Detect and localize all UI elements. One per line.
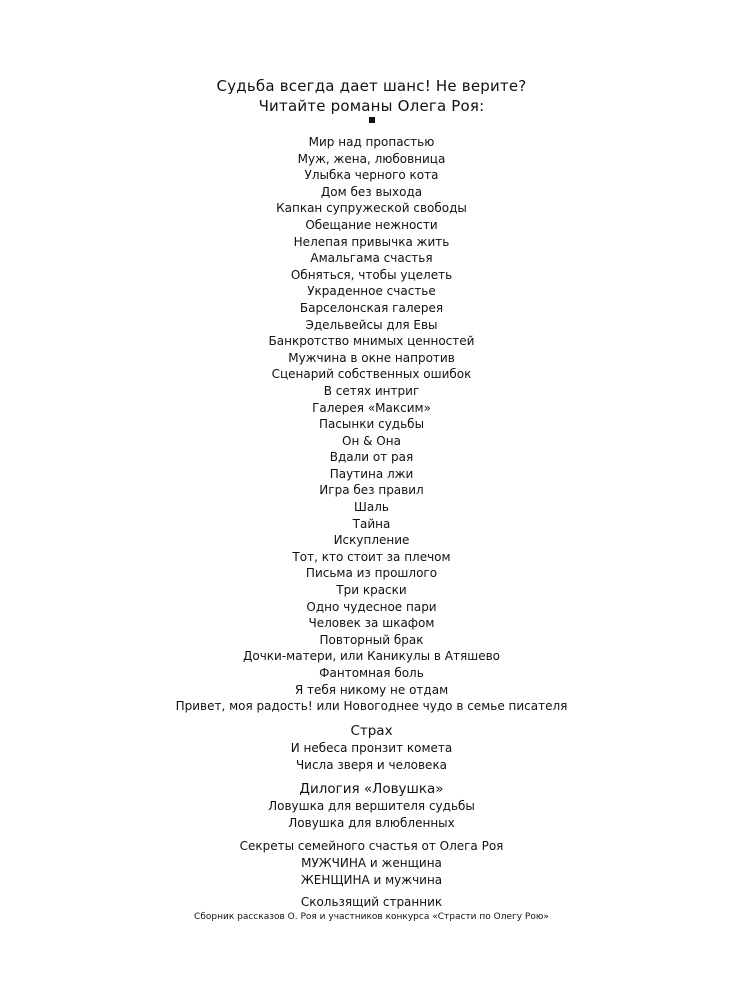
header-line-2: Читайте романы Олега Роя: <box>258 97 485 115</box>
family-item: МУЖЧИНА и женщина <box>301 856 442 870</box>
novel-list-item: Нелепая привычка жить <box>293 234 450 249</box>
novels-list-block <box>0 134 743 715</box>
novel-list-item: Три краски <box>336 583 407 598</box>
fear-section <box>0 722 743 774</box>
trap-item: Ловушка для вершителя судьбы <box>268 799 475 813</box>
novel-list-item: Обещание нежности <box>305 217 438 232</box>
novel-list-item: Паутина лжи <box>329 466 414 481</box>
novel-list-item: Дочки-матери, или Каникулы в Атяшево <box>243 649 500 664</box>
novel-list-item: Пасынки судьбы <box>318 417 425 432</box>
novel-list-item: Эдельвейсы для Евы <box>305 317 438 332</box>
fear-item: Числа зверя и человека <box>295 758 448 772</box>
novel-list-item: Дом без выхода <box>320 184 423 199</box>
novel-list-item: Обняться, чтобы уцелеть <box>290 267 453 282</box>
family-section-title: Секреты семейного счастья от Олега Роя <box>239 839 504 853</box>
wanderer-title: Скользящий странник <box>300 895 443 909</box>
novel-list-item: Искупление <box>333 533 410 548</box>
novel-list-item: Одно чудесное пари <box>306 599 437 614</box>
square-bullet-icon <box>369 117 375 123</box>
novel-list-item: Мужчина в окне напротив <box>288 350 455 365</box>
novel-list-item: Муж, жена, любовница <box>297 151 446 166</box>
novel-list-item: Амальгама счастья <box>310 251 433 266</box>
header-line-1: Судьба всегда дает шанс! Не верите? <box>216 77 527 95</box>
fear-section-title: Страх <box>350 723 393 739</box>
page-header <box>0 76 743 123</box>
novel-list-item: Фантомная боль <box>319 666 424 680</box>
novel-list-item: Он & Она <box>342 433 401 448</box>
novel-list-item: Капкан супружеской свободы <box>276 201 467 216</box>
family-section <box>0 838 743 889</box>
novel-list-item: Письма из прошлого <box>305 566 438 581</box>
novel-list-item: В сетях интриг <box>323 383 420 398</box>
novel-list-item: Человек за шкафом <box>308 616 435 631</box>
wanderer-section <box>0 894 743 923</box>
novel-list-item: Тайна <box>352 516 391 531</box>
novel-list-item: Я тебя никому не отдам <box>294 682 449 697</box>
novel-list-item: Шаль <box>354 500 389 515</box>
novel-list-item: Украденное счастье <box>307 284 436 299</box>
novel-list-item: Барселонская галерея <box>299 300 444 315</box>
trap-section <box>0 780 743 832</box>
novel-list-item: Игра без правил <box>319 483 424 498</box>
novel-list-item: Сценарий собственных ошибок <box>271 367 472 382</box>
novel-list-item: Повторный брак <box>319 632 424 647</box>
novel-list-item: Галерея «Максим» <box>312 400 431 415</box>
wanderer-note: Сборник рассказов О. Роя и участников конкурса «Страсти по Олегу Рою» <box>194 912 549 922</box>
novel-list-item: Банкротство мнимых ценностей <box>268 334 475 349</box>
trap-item: Ловушка для влюбленных <box>288 816 455 830</box>
novel-list-item: Привет, моя радость! или Новогоднее чудо в семье писателя <box>175 699 568 714</box>
trap-section-title: Дилогия «Ловушка» <box>299 781 444 797</box>
family-item: ЖЕНЩИНА и мужчина <box>300 873 443 887</box>
novel-list-item: Тот, кто стоит за плечом <box>292 549 451 564</box>
novel-list-item: Мир над пропастью <box>308 135 435 149</box>
novels-list <box>0 134 743 715</box>
novel-list-item: Улыбка черного кота <box>304 168 439 183</box>
novel-list-item: Вдали от рая <box>329 450 414 465</box>
fear-item: И небеса пронзит комета <box>290 741 453 755</box>
